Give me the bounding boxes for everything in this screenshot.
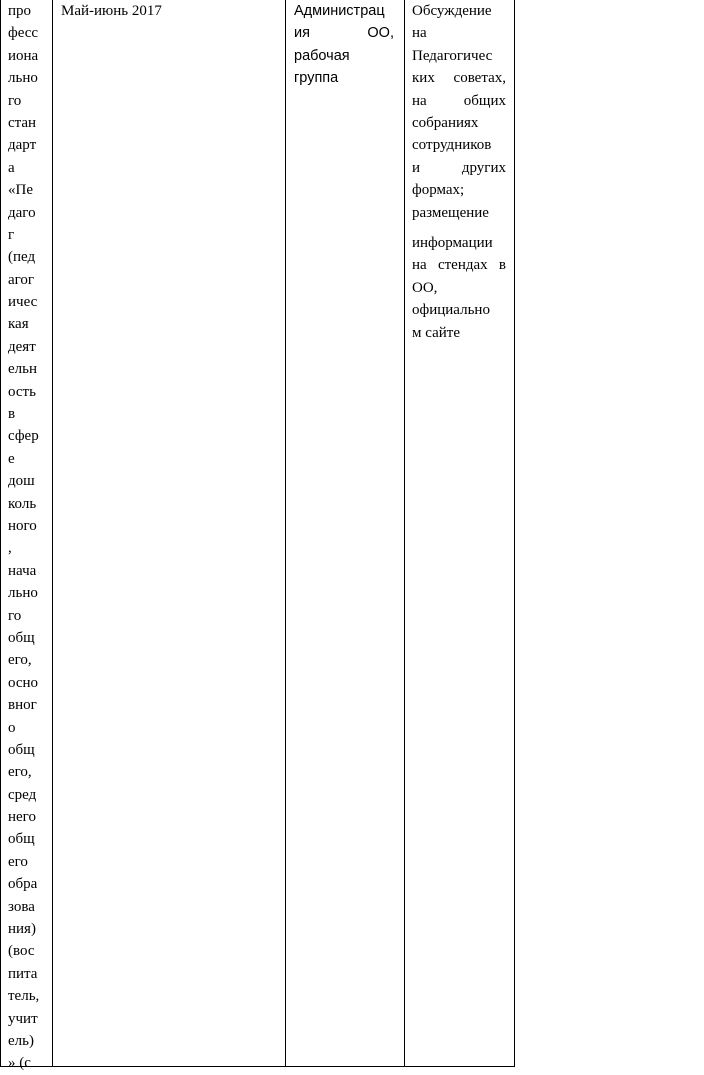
title-line: ель) (8, 1032, 34, 1049)
title-line: о (8, 719, 16, 736)
title-line: стан (8, 114, 37, 131)
discussion-line-word: других (461, 159, 506, 176)
title-line: сфер (8, 428, 39, 445)
discussion-line-word: Обсуждение (412, 3, 492, 19)
discussion-line-word: информации (412, 235, 493, 251)
table-divider-3 (404, 0, 405, 1067)
title-line: его, (8, 652, 32, 669)
discussion-line-word: м сайте (412, 324, 460, 341)
title-line: дош (8, 473, 35, 490)
discussion-line (412, 22, 506, 44)
discussion-line-word: официально (412, 302, 490, 319)
discussion-line-word: на (412, 25, 427, 42)
table-divider-2 (285, 0, 286, 1067)
discussion-line (412, 322, 506, 344)
title-line: тель, (8, 988, 40, 1005)
title-line: его, (8, 764, 32, 781)
discussion-line-word: формах; (412, 182, 465, 199)
cell-document-title (8, 0, 48, 1075)
title-line: зова (8, 898, 35, 915)
title-line: в (8, 406, 16, 423)
discussion-line (412, 45, 506, 67)
title-line: льно (8, 70, 38, 87)
date-text: Май-июнь 2017 (61, 3, 162, 19)
title-line: нача (8, 562, 37, 579)
title-line: льно (8, 585, 38, 602)
responsible-line-word: ОО, (367, 25, 394, 42)
responsible-line (294, 0, 394, 22)
responsible-line-word: Администрац (294, 3, 385, 19)
title-line: ость (8, 383, 36, 400)
title-line: вног (8, 697, 37, 714)
discussion-line (412, 0, 506, 22)
title-line: кая (8, 316, 29, 333)
discussion-line (412, 90, 506, 112)
responsible-line (294, 67, 394, 89)
table-border-bottom (0, 1066, 515, 1067)
title-line: пита (8, 965, 38, 982)
discussion-line (412, 232, 506, 254)
title-line: е (8, 450, 15, 467)
discussion-line (412, 277, 506, 299)
title-line: го (8, 92, 22, 109)
responsible-line (294, 45, 394, 67)
table-border-left (0, 0, 1, 1067)
discussion-line (412, 179, 506, 201)
cell-responsible (294, 0, 394, 90)
title-line: него (8, 809, 36, 826)
title-line: а (8, 159, 15, 176)
title-line: иона (8, 47, 39, 64)
discussion-line-word: на (412, 257, 427, 274)
discussion-line-word: стендах (437, 257, 488, 274)
discussion-line-word: на (412, 92, 427, 109)
discussion-line-word: общих (463, 92, 506, 109)
title-line: сред (8, 786, 37, 803)
discussion-line-word: в (498, 257, 506, 274)
title-line: ельн (8, 361, 38, 378)
discussion-line-word: и (412, 159, 421, 176)
title-line: общ (8, 831, 35, 848)
title-line: даго (8, 204, 36, 221)
discussion-line (412, 112, 506, 134)
title-line: , (8, 540, 12, 557)
title-line: (пед (8, 249, 36, 266)
title-line: (вос (8, 943, 35, 960)
title-line: «Пе (8, 182, 33, 199)
title-line: г (8, 226, 15, 243)
responsible-line-word: группа (294, 70, 339, 87)
discussion-line-word: сотрудников (412, 137, 492, 154)
title-line: общ (8, 741, 35, 758)
title-line: » (с (8, 1055, 31, 1072)
title-line: ичес (8, 294, 38, 311)
responsible-line (294, 22, 394, 44)
discussion-line-word: ких (412, 70, 435, 87)
title-line: обра (8, 876, 38, 893)
title-line: учит (8, 1010, 38, 1027)
discussion-line-word: советах, (453, 70, 506, 87)
discussion-line (412, 157, 506, 179)
cell-discussion-bottom (412, 232, 506, 344)
title-line: ного (8, 517, 37, 534)
title-line: про (8, 3, 32, 19)
responsible-line-word: ия (294, 25, 310, 42)
discussion-line (412, 202, 506, 224)
discussion-line-word: Педагогичес (412, 47, 493, 64)
responsible-line-word: рабочая (294, 47, 350, 64)
title-line: его (8, 853, 28, 870)
title-line: деят (8, 338, 36, 355)
title-line: ния) (8, 921, 36, 938)
discussion-line (412, 299, 506, 321)
table-divider-1 (52, 0, 53, 1067)
title-line: го (8, 607, 22, 624)
discussion-line (412, 134, 506, 156)
discussion-line (412, 67, 506, 89)
title-line: общ (8, 629, 35, 646)
discussion-line-word: размещение (412, 204, 489, 221)
cell-discussion-top (412, 0, 506, 224)
discussion-line-word: ОО, (412, 279, 438, 296)
title-line: фесс (8, 25, 39, 42)
title-line: дарт (8, 137, 37, 154)
discussion-line (412, 254, 506, 276)
table-border-right (514, 0, 515, 1067)
title-line: коль (8, 495, 37, 512)
discussion-line-word: собраниях (412, 114, 479, 131)
cell-date (61, 0, 276, 22)
title-line: осно (8, 674, 39, 691)
title-line: агог (8, 271, 35, 288)
